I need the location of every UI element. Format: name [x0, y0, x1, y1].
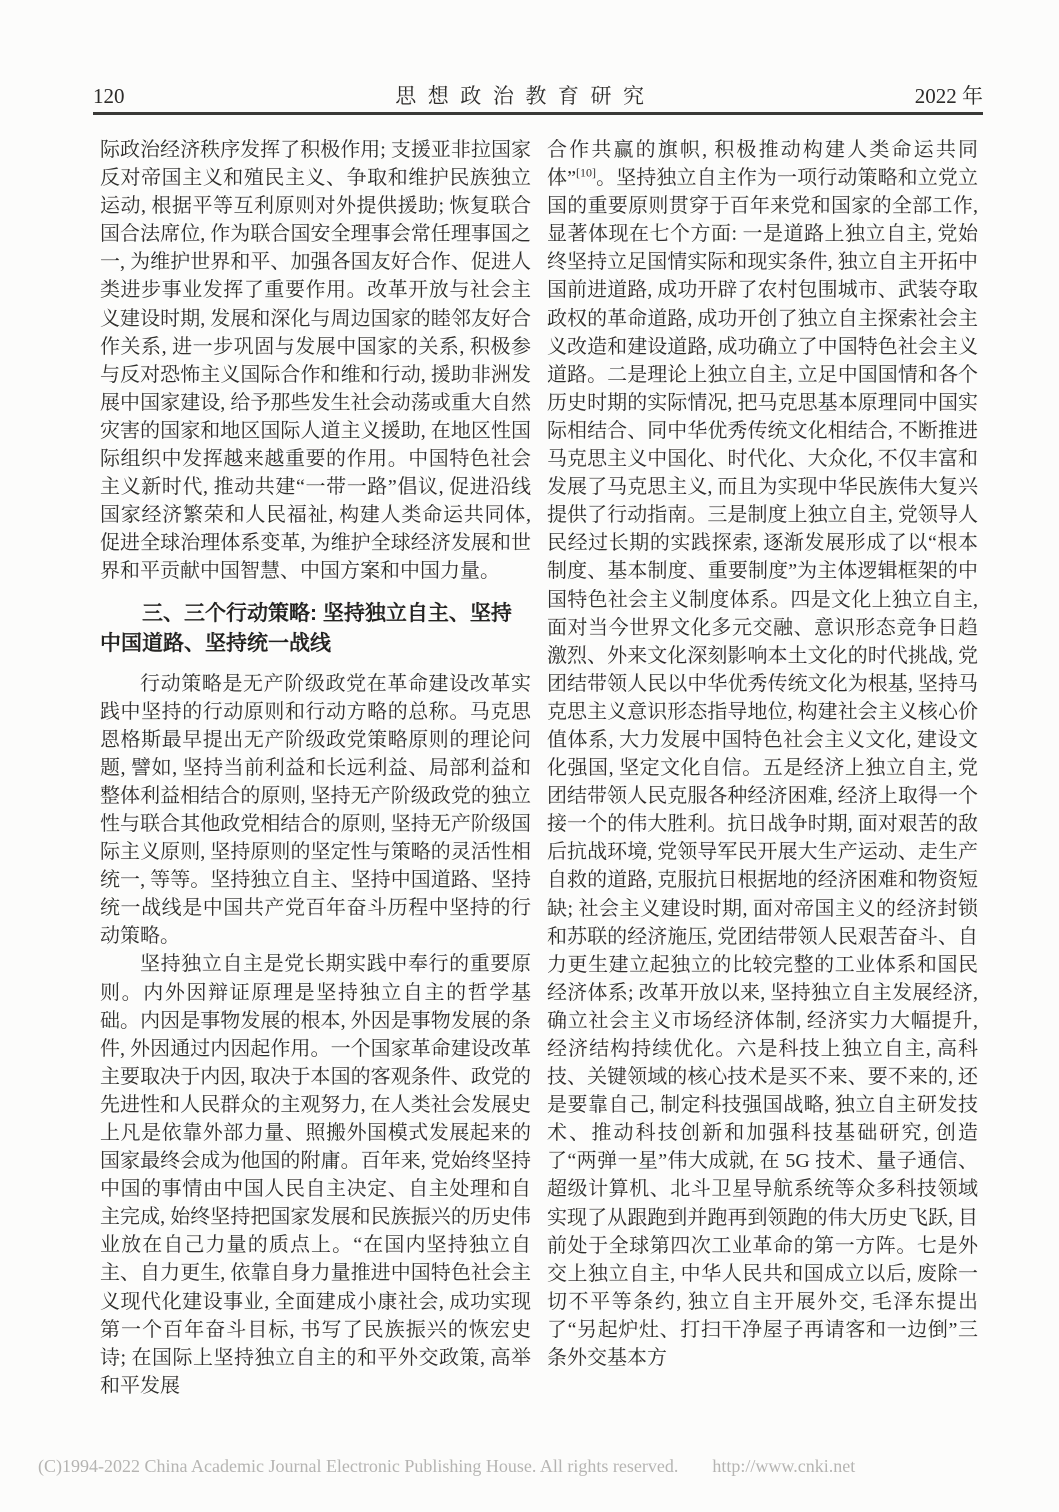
header-rule — [93, 112, 983, 115]
journal-title: 思想政治教育研究 — [395, 84, 656, 108]
paragraph: 行动策略是无产阶级政党在革命建设改革实践中坚持的行动原则和行动方略的总称。马克思恩格斯最早提出无产阶级政党策略原则的理论问题, 譬如, 坚持当前利益和长远利益、局部利益和整体利益相结合的原则, 坚持无产阶级政党的独立性与联合其他政党相结合的原则, 坚持无产阶级国际主义原则, 坚持原则的坚定性与策略的灵活性相统一, 等等。坚持独立自主、坚持中国道路、坚持统一战线是中国共产党百年奋斗历程中坚持的行动策略。 — [100, 672, 531, 948]
paragraph-continued — [547, 136, 978, 1372]
section-heading: 三、三个行动策略: 坚持独立自主、坚持中国道路、坚持统一战线 — [100, 601, 512, 655]
right-column — [547, 136, 978, 1400]
copyright-notice: (C)1994-2022 China Academic Journal Electronic Publishing House. All rights reserved. — [38, 1456, 679, 1476]
running-head — [93, 80, 983, 110]
paragraph-text-after-ref: 。坚持独立自主作为一项行动策略和立党立国的重要原则贯穿于百年来党和国家的全部工作, 显著体现在七个方面: 一是道路上独立自主, 党始终坚持立足国情实际和现实条件, 独立自主开拓中国前进道路, 成功开辟了农村包围城市、武装夺取政权的革命道路, 成功开创了独立自主探索社会主义改造和建设道路, 成功确立了中国特色社会主义道路。二是理论上独立自主, 立足中国国情和各个历史时期的实际情况, 把马克思基本原理同中国实际相结合、同中华优秀传统文化相结合, 不断推进马克思主义中国化、时代化、大众化, 不仅丰富和发展了马克思主义, 而且为实现中华民族伟大复兴提供了行动指南。三是制度上独立自主, 党领导人民经过长期的实践探索, 逐渐发展形成了以“根本制度、基本制度、重要制度”为主体逻辑框架的中国特色社会主义制度体系。四是文化上独立自主, 面对当今世界文化多元交融、意识形态竞争日趋激烈、外来文化深刻影响本土文化的时代挑战, 党团结带领人民以中华优秀传统文化为根基, 坚持马克思主义意识形态指导地位, 构建社会主义核心价值体系, 大力发展中国特色社会主义文化, 建设文化强国, 坚定文化自信。五是经济上独立自主, 党团结带领人民克服各种经济困难, 经济上取得一个接一个的伟大胜利。抗日战争时期, 面对艰苦的敌后抗战环境, 党领导军民开展大生产运动、走生产自救的道路, 克服抗日根据地的经济困难和物资短缺; 社会主义建设时期, 面对帝国主义的经济封锁和苏联的经济施压, 党团结带领人民艰苦奋斗、自力更生建立起独立的比较完整的工业体系和国民经济体系; 改革开放以来, 坚持独立自主发展经济, 确立社会主义市场经济体制, 经济实力大幅提升, 经济结构持续优化。六是科技上独立自主, 高科技、关键领域的核心技术是买不来、要不来的, 还是要靠自己, 制定科技强国战略, 独立自主研发技术、推动科技创新和加强科技基础研究, 创造了“两弹一星”伟大成就, 在 5G 技术、量子通信、超级计算机、北斗卫星导航系统等众多科技领域实现了从跟跑到并跑再到领跑的伟大历史飞跃, 目前处于全球第四次工业革命的第一方阵。七是外交上独立自主, 中华人民共和国成立以后, 废除一切不平等条约, 独立自主开展外交, 毛泽东提出了“另起炉灶、打扫干净屋子再请客和一边倒”三条外交基本方 — [547, 167, 978, 1370]
page-body — [100, 136, 978, 1400]
footnote-ref: [10] — [575, 165, 596, 180]
left-column — [100, 136, 531, 1400]
page-number: 120 — [93, 84, 125, 108]
paragraph: 坚持独立自主是党长期实践中奉行的重要原则。内外因辩证原理是坚持独立自主的哲学基础。内因是事物发展的根本, 外因是事物发展的条件, 外因通过内因起作用。一个国家革命建设改革主要取决于内因, 取决于本国的客观条件、政党的先进性和人民群众的主观努力, 在人类社会发展史上凡是依靠外部力量、照搬外国模式发展起来的国家最终会成为他国的附庸。百年来, 党始终坚持中国的事情由中国人民自主决定、自主处理和自主完成, 始终坚持把国家发展和民族振兴的历史伟业放在自己力量的质点上。“在国内坚持独立自主、自力更生, 依靠自身力量推进中国特色社会主义现代化建设事业, 全面建成小康社会, 成功实现第一个百年奋斗目标, 书写了民族振兴的恢宏史诗; 在国际上坚持独立自主的和平外交政策, 高举和平发展 — [100, 953, 531, 1397]
paragraph-continued: 际政治经济秩序发挥了积极作用; 支援亚非拉国家反对帝国主义和殖民主义、争取和维护民族独立运动, 根据平等互利原则对外提供援助; 恢复联合国合法席位, 作为联合国安全理事会常任理事国之一, 为维护世界和平、加强各国友好合作、促进人类进步事业发挥了重要作用。改革开放与社会主义建设时期, 发展和深化与周边国家的睦邻友好合作关系, 进一步巩固与发展中国家的关系, 积极参与反对恐怖主义国际合作和维和行动, 援助非洲发展中国家建设, 给予那些发生社会动荡或重大自然灾害的国家和地区国际人道主义援助, 在地区性国际组织中发挥越来越重要的作用。中国特色社会主义新时代, 推动共建“一带一路”倡议, 促进沿线国家经济繁荣和人民福祉, 构建人类命运共同体, 促进全球治理体系变革, 为维护全球经济发展和世界和平贡献中国智慧、中国方案和中国力量。 — [100, 139, 531, 583]
paragraph-text-before-ref: 合作共赢的旗帜, 积极推动构建人类命运共同体” — [547, 139, 978, 190]
footer-url: http://www.cnki.net — [712, 1456, 856, 1476]
year-label: 2022 年 — [914, 84, 983, 108]
scan-footer — [38, 1456, 1029, 1477]
